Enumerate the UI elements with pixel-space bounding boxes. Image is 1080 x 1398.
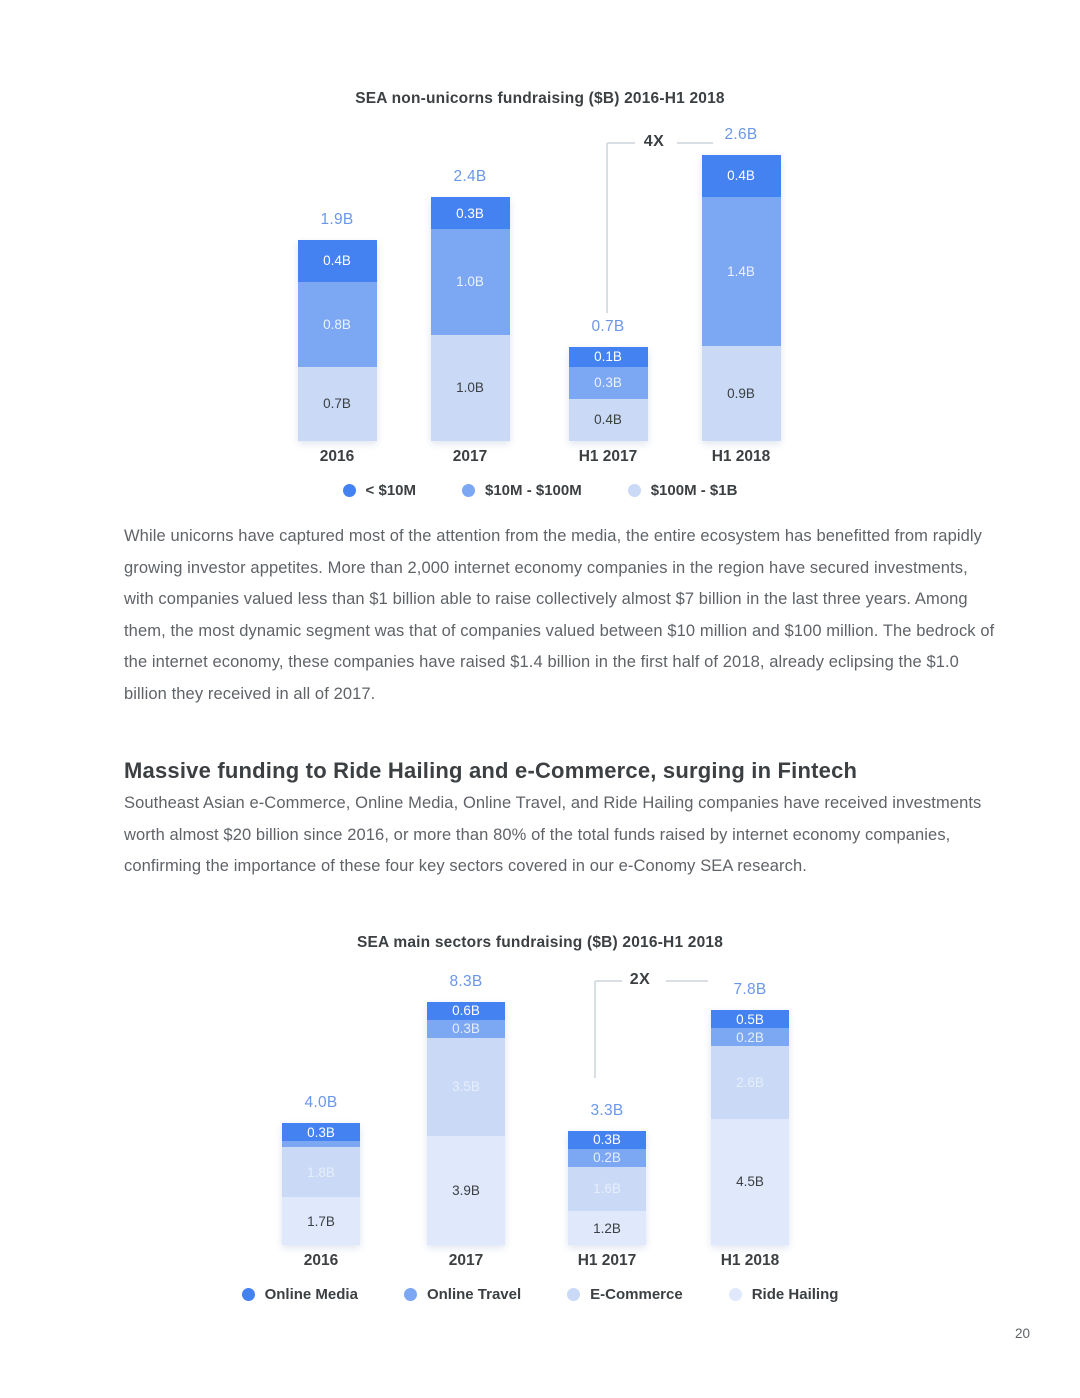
bar-2017 — [431, 197, 510, 441]
bar-segment: 0.9B — [702, 346, 781, 441]
legend-item-e-commerce — [567, 1286, 683, 1303]
legend-label: Online Travel — [426, 1286, 522, 1303]
bar-segment: 0.5B — [711, 1010, 789, 1028]
legend-item--10m — [343, 482, 416, 499]
chart1-multiplier-label: 4X — [643, 133, 665, 150]
bar-segment: 0.2B — [711, 1028, 789, 1046]
bar-segment: 0.4B — [298, 240, 377, 282]
bar-segment: 0.7B — [298, 367, 377, 441]
bar-segment: 0.3B — [569, 367, 648, 399]
bar-total-label: 8.3B — [449, 972, 483, 990]
bar-h1-2018 — [702, 155, 781, 441]
axis-label-h1-2017: H1 2017 — [578, 448, 638, 465]
chart2-title: SEA main sectors fundraising ($B) 2016-H1 2018 — [356, 934, 724, 951]
legend-swatch — [729, 1288, 742, 1301]
legend-item-ride-hailing — [729, 1286, 839, 1303]
paragraph-non-unicorns: While unicorns have captured most of the attention from the media, the entire ecosystem has benefitted from rapidly growing investor appetites. More than 2,000 internet economy companies in the region have secured investments, with companies valued less than $1 billion able to raise collectively almost $7 billion in the last three years. Among them, the most dynamic segment was that of companies valued between $10 million and $100 million. The bedrock of the internet economy, these companies have raised $1.4 billion in the first half of 2018, already eclipsing the $1.0 billion they received in all of 2017. — [124, 527, 995, 703]
chart2-bracket-line-right — [666, 980, 708, 982]
bar-h1-2017 — [568, 1131, 646, 1245]
axis-label-h1-2018: H1 2018 — [720, 1252, 780, 1269]
legend-item--100m-1b — [628, 482, 738, 499]
chart1-legend — [0, 482, 1080, 499]
bar-total-label: 3.3B — [590, 1101, 624, 1119]
bar-segment: 0.1B — [569, 347, 648, 367]
bar-segment: 4.5B — [711, 1119, 789, 1245]
bar-total-label: 0.7B — [591, 317, 625, 335]
bar-segment: 3.9B — [427, 1136, 505, 1245]
axis-label-h1-2017: H1 2017 — [577, 1252, 637, 1269]
axis-label-2016: 2016 — [303, 1252, 339, 1269]
bar-segment: 0.3B — [427, 1020, 505, 1038]
bar-total-label: 2.6B — [724, 125, 758, 143]
legend-swatch — [404, 1288, 417, 1301]
legend-item-online-travel — [404, 1286, 521, 1303]
bar-2017 — [427, 1002, 505, 1245]
bar-total-label: 1.9B — [320, 210, 354, 228]
bar-h1-2017 — [569, 347, 648, 441]
bar-2016 — [298, 240, 377, 441]
legend-swatch — [567, 1288, 580, 1301]
legend-label: $10M - $100M — [485, 482, 582, 499]
bar-segment: 1.8B — [282, 1147, 360, 1197]
section-heading: Massive funding to Ride Hailing and e-Commerce, surging in Fintech — [124, 758, 858, 783]
bar-segment: 1.7B — [282, 1197, 360, 1245]
chart2-bracket-vertical-line — [594, 981, 596, 1078]
bar-h1-2018 — [711, 1010, 789, 1245]
legend-item-online-media — [242, 1286, 358, 1303]
bar-total-label: 7.8B — [733, 981, 767, 999]
bar-segment: 1.6B — [568, 1167, 646, 1212]
axis-label-2017: 2017 — [448, 1252, 484, 1269]
bar-segment: 1.2B — [568, 1211, 646, 1245]
bar-segment: 0.3B — [431, 197, 510, 229]
bar-segment: 1.0B — [431, 229, 510, 335]
legend-label: Online Media — [264, 1286, 358, 1303]
bar-segment: 0.8B — [298, 282, 377, 367]
bar-2016 — [282, 1123, 360, 1245]
bar-total-label: 4.0B — [304, 1094, 338, 1111]
chart1-title: SEA non-unicorns fundraising ($B) 2016-H1 2018 — [355, 90, 725, 107]
legend-swatch — [343, 484, 356, 497]
bar-segment: 0.2B — [568, 1149, 646, 1167]
chart1-bracket-line-left — [607, 142, 635, 144]
legend-label: < $10M — [365, 482, 416, 499]
legend-swatch — [242, 1288, 255, 1301]
bar-segment: 0.6B — [427, 1002, 505, 1020]
bar-segment: 0.4B — [569, 399, 648, 441]
legend-item--10m-100m — [462, 482, 582, 499]
axis-label-2017: 2017 — [452, 448, 488, 465]
chart1-bracket-vertical-line — [606, 143, 608, 313]
axis-label-h1-2018: H1 2018 — [711, 448, 771, 465]
bar-segment: 3.5B — [427, 1038, 505, 1136]
axis-label-2016: 2016 — [319, 448, 355, 465]
chart2-bracket-line-left — [595, 980, 622, 982]
bar-segment: 1.0B — [431, 335, 510, 441]
bar-segment: 0.3B — [282, 1123, 360, 1141]
page-number: 20 — [1014, 1326, 1030, 1341]
bar-segment: 0.3B — [568, 1131, 646, 1149]
legend-swatch — [628, 484, 641, 497]
chart2-legend — [0, 1286, 1080, 1303]
legend-label: $100M - $1B — [650, 482, 738, 499]
chart2-multiplier-label: 2X — [629, 971, 651, 988]
legend-label: Ride Hailing — [751, 1286, 839, 1303]
legend-swatch — [462, 484, 475, 497]
bar-segment: 2.6B — [711, 1046, 789, 1119]
legend-label: E-Commerce — [590, 1286, 683, 1303]
paragraph-main-sectors: Southeast Asian e-Commerce, Online Media, Online Travel, and Ride Hailing companies have received investments worth almost $20 billion since 2016, or more than 80% of the total funds raised by internet economy companies, confirming the importance of these four key sectors covered in our e-Conomy SEA research. — [124, 794, 982, 875]
bar-total-label: 2.4B — [453, 168, 487, 186]
bar-segment: 1.4B — [702, 197, 781, 345]
bar-segment: 0.4B — [702, 155, 781, 197]
